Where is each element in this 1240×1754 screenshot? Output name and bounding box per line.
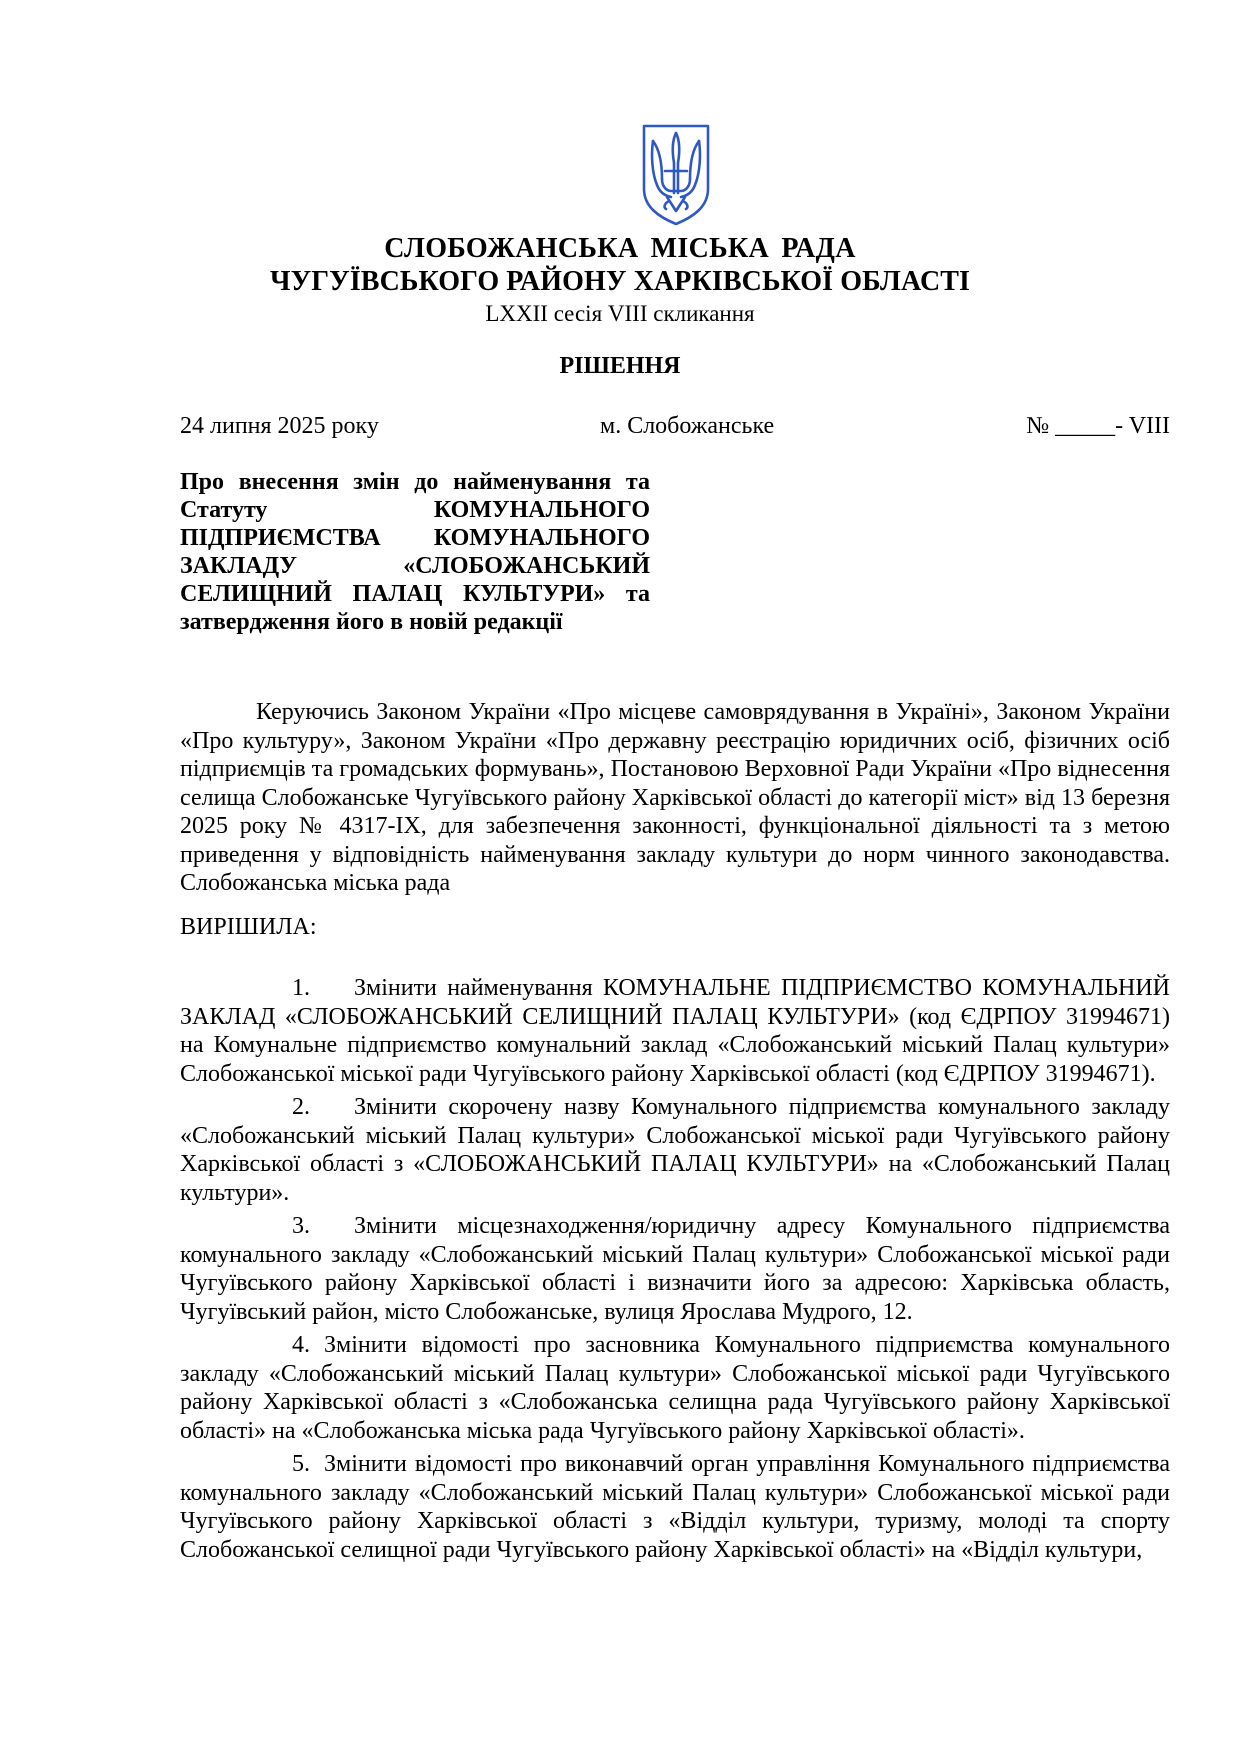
item-number: 5. (292, 1451, 310, 1477)
district-region: ЧУГУЇВСЬКОГО РАЙОНУ ХАРКІВСЬКОЇ ОБЛАСТІ (269, 266, 971, 297)
item-text: Змінити скорочену назву Комунального підприємства комунального закладу «Слобожанський міський Палац культури» Слобожанської міської ради Чугуївського району Харківської області з «СЛОБОЖАНСЬКИЙ ПАЛАЦ КУЛЬТУРИ» на «Слобожанський Палац культури». (180, 1094, 1170, 1206)
decision-subject: Про внесення змін до найменування та Статуту КОМУНАЛЬНОГО ПІДПРИЄМСТВА КОМУНАЛЬНОГО ЗАКЛАДУ «СЛОБОЖАНСЬКИЙ СЕЛИЩНИЙ ПАЛАЦ КУЛЬТУРИ» та затвердження його в новій редакції (180, 469, 650, 635)
item-text: Змінити відомості про виконавчий орган управління Комунального підприємства комунального закладу «Слобожанський міський Палац культури» Слобожанської міської ради Чугуївського району Харківської області з «Відділ культури, туризму, молоді та спорту Слобожанської селищної ради Чугуївського району Харківської області» на «Відділ культури, (180, 1451, 1170, 1563)
document-meta-row (180, 413, 1170, 443)
item-number: 1. (292, 975, 310, 1001)
item-number: 3. (292, 1213, 310, 1239)
decision-item-1 (180, 974, 1170, 1088)
session-line: LXXІI сесія VІII скликання (485, 301, 755, 326)
decision-item-3 (180, 1212, 1170, 1326)
item-text: Змінити місцезнаходження/юридичну адресу Комунального підприємства комунального закладу «Слобожанський міський Палац культури» Слобожанської міської ради Чугуївського району Харківської області і визначити його за адресою: Харківська область, Чугуївський район, місто Слобожанське, вулиця Ярослава Мудрого, 12. (180, 1213, 1170, 1325)
decision-item-5 (180, 1450, 1170, 1564)
decision-item-2 (180, 1093, 1170, 1207)
document-number: № _____- VIII (1026, 413, 1170, 439)
item-number: 4. (292, 1332, 310, 1358)
item-text: Змінити найменування КОМУНАЛЬНЕ ПІДПРИЄМСТВО КОМУНАЛЬНИЙ ЗАКЛАД «СЛОБОЖАНСЬКИЙ СЕЛИЩНИЙ ПАЛАЦ КУЛЬТУРИ» (код ЄДРПОУ 31994671) на Комунальне підприємство комунальний заклад «Слобожанський міський Палац культури» Слобожанської міської ради Чугуївського району Харківської області (код ЄДРПОУ 31994671). (180, 975, 1170, 1087)
document-date: 24 липня 2025 року (180, 413, 379, 439)
item-number: 2. (292, 1094, 310, 1120)
ukraine-trident-emblem-icon (641, 123, 711, 227)
document-type-title: РІШЕННЯ (559, 353, 681, 379)
document-place: м. Слобожанське (600, 413, 775, 439)
decision-item-4 (180, 1331, 1170, 1445)
preamble-paragraph: Керуючись Законом України «Про місцеве самоврядування в Україні», Законом України «Про культуру», Законом України «Про державну реєстрацію юридичних осіб, фізичних осіб підприємців та громадських формувань», Постановою Верховної Ради України «Про віднесення селища Слобожанське Чугуївського району Харківської області до категорії міст» від 13 березня 2025 року № 4317-ІХ, для забезпечення законності, функціональної діяльності та з метою приведення у відповідність найменування закладу культури до норм чинного законодавства. Слобожанська міська рада (180, 699, 1170, 896)
decision-items (180, 974, 1170, 1569)
item-text: Змінити відомості про засновника Комунального підприємства комунального закладу «Слобожанський міський Палац культури» Слобожанської міської ради Чугуївського району Харківської області з «Слобожанська селищна рада Чугуївського району Харківської області» на «Слобожанська міська рада Чугуївського району Харківської області». (180, 1332, 1170, 1444)
council-name: СЛОБОЖАНСЬКА МІСЬКА РАДА (384, 233, 856, 264)
decided-label: ВИРІШИЛА: (180, 914, 317, 940)
